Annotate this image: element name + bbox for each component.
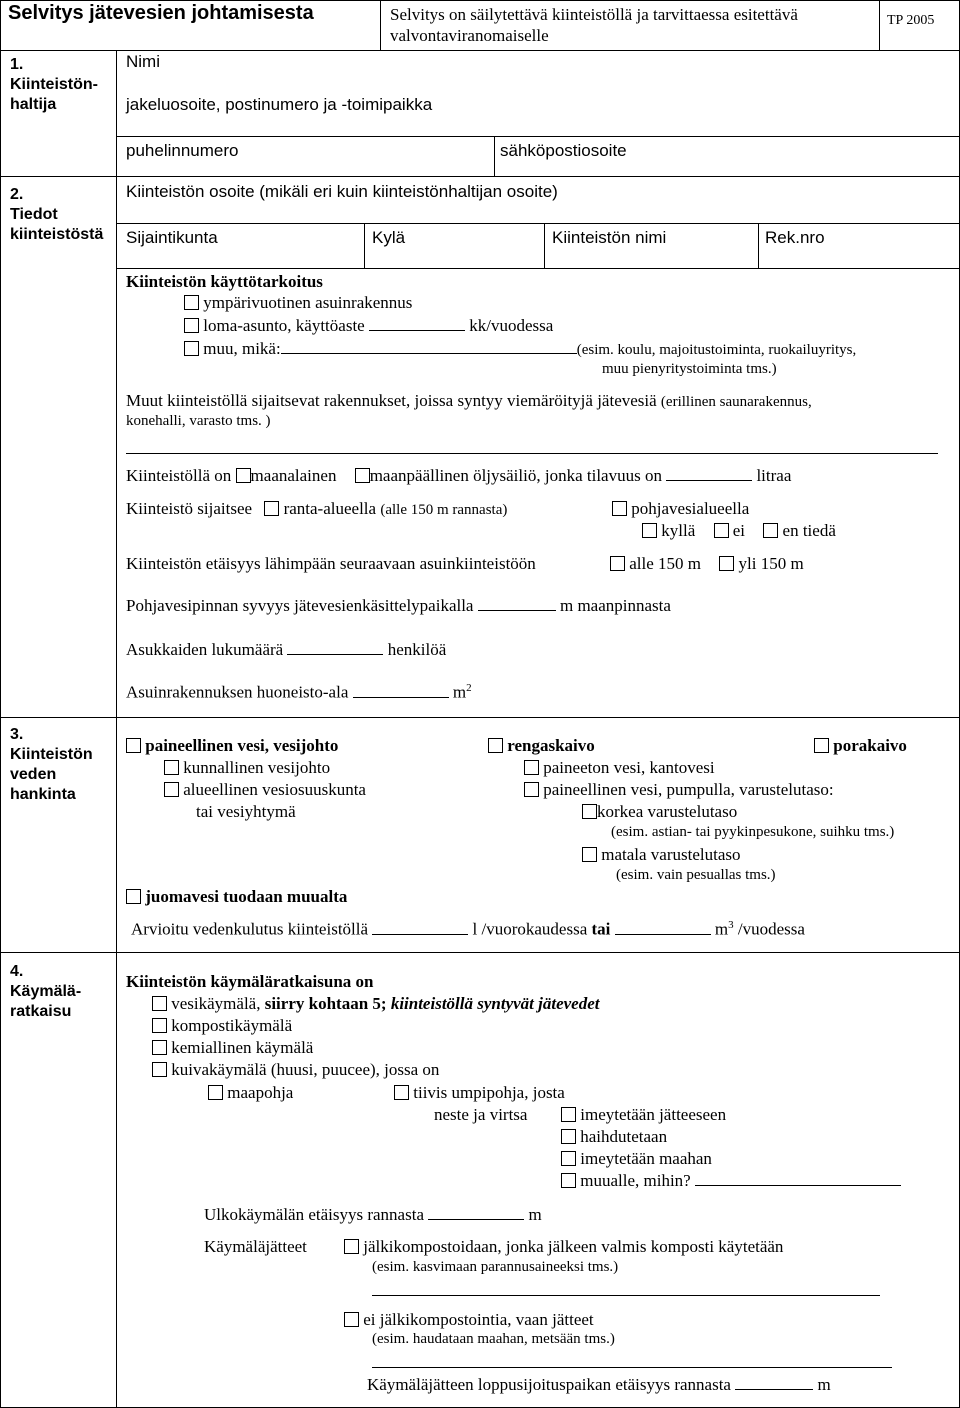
location-prefix: Kiinteistö sijaitsee [126,499,253,518]
soil-floor-row [208,1083,293,1103]
purpose-holiday [184,316,553,336]
gw-depth-unit: m maanpinnasta [559,596,671,615]
distance-prefix: Kiinteistön etäisyys lähimpään seuraavaan asuinkiinteistöön [126,554,536,573]
low-level-label: matala varustelutaso [601,845,741,864]
page-subtitle-line2: valvontaviranomaiselle [390,26,549,45]
ring-well-checkbox[interactable] [488,738,503,753]
outhouse-distance-label: Ulkokäymälän etäisyys rannasta [204,1205,424,1224]
chemical-row [152,1038,313,1058]
pressurized-checkbox[interactable] [126,738,141,753]
high-level-label: korkea varustelutaso [597,802,738,821]
tight-floor-checkbox[interactable] [394,1085,409,1100]
unpressurized-checkbox[interactable] [524,760,539,775]
s1-label-line1: Kiinteistön- [10,76,98,93]
reg-no-label: Rek.nro [765,228,825,247]
s2-line-b [116,268,960,269]
other-buildings-line2: konehalli, varasto tms. ) [126,413,271,429]
municipal-row [164,758,330,778]
distance-row [126,554,536,574]
under-150-label: alle 150 m [629,554,702,573]
pump-checkbox[interactable] [524,782,539,797]
high-level-hint: (esim. astian- tai pyykinpesukone, suihku tms.) [611,824,895,840]
bored-well-label: porakaivo [833,736,907,755]
other-checkbox[interactable] [184,341,199,356]
property-address-label: Kiinteistön osoite (mikäli eri kuin kiinteistönhaltijan osoite) [126,182,558,201]
post-compost-checkbox[interactable] [344,1239,359,1254]
waste-label: Käymäläjätteet [204,1237,307,1256]
unpressurized-label: paineeton vesi, kantovesi [543,758,715,777]
area-row [126,682,472,703]
above-ground-tank-checkbox[interactable] [355,468,370,483]
holiday-unit: kk/vuodessa [469,316,554,335]
no-compost-checkbox[interactable] [344,1312,359,1327]
other-buildings-hint: (erillinen saunarakennus, [660,394,812,410]
s2-div-3 [758,223,759,268]
post-compost-row [344,1237,783,1257]
pump-label: paineellinen vesi, pumpulla, varustelutaso: [543,780,834,799]
underground-tank-label: maanalainen [250,466,337,485]
over-150-checkbox[interactable] [719,556,734,571]
dry-row [152,1060,439,1080]
holiday-label: loma-asunto, käyttöaste [203,316,365,335]
wc-instruction: siirry kohtaan 5; [264,994,387,1013]
final-distance-label: Käymäläjätteen loppusijoituspaikan etäisyys rannasta [367,1375,731,1394]
header-bottom-line [0,50,960,51]
holiday-checkbox[interactable] [184,318,199,333]
form-code: TP 2005 [887,13,935,28]
village-label: Kylä [372,228,406,247]
no-compost-answer-line[interactable] [372,1367,892,1368]
no-compost-hint: (esim. haudataan maahan, metsään tms.) [372,1331,615,1347]
m3-sup: 3 [728,919,734,931]
s1-number: 1. [10,56,24,73]
s4-label-line2: ratkaisu [10,1003,72,1020]
shore-area-hint: (alle 150 m rannasta) [380,502,508,518]
toilet-heading: Kiinteistön käymäläratkaisuna on [126,972,374,991]
dry-toilet-checkbox[interactable] [152,1062,167,1077]
header-divider-2 [879,0,880,50]
border-left [0,0,1,1408]
regional-checkbox[interactable] [164,782,179,797]
high-level-row [582,802,737,822]
elsewhere-label: muualle, mihin? [580,1171,691,1190]
other-buildings-answer-line[interactable] [126,453,938,454]
s2-label-line1: Tiedot [10,206,58,223]
dry-toilet-label: kuivakäymälä (huusi, puucee), jossa on [171,1060,440,1079]
distance-options [610,554,804,574]
groundwater-no-checkbox[interactable] [714,523,729,538]
s1-bottom-line [0,176,960,177]
compost-toilet-checkbox[interactable] [152,1018,167,1033]
area-prefix: Asuinrakennuksen huoneisto-ala [126,682,349,702]
s2-label [10,185,103,245]
other-purpose-field[interactable] [281,339,577,354]
s1-line-a [116,136,960,137]
groundwater-yes-checkbox[interactable] [642,523,657,538]
s1-label-line2: haltija [10,96,57,113]
purpose-heading: Kiinteistön käyttötarkoitus [126,272,323,291]
low-level-checkbox[interactable] [582,847,597,862]
gw-depth-prefix: Pohjavesipinnan syvyys jätevesienkäsittelypaikalla [126,596,474,615]
elsewhere-row [561,1171,901,1191]
area-field[interactable] [353,683,449,698]
other-hint-2: muu pienyritystoiminta tms.) [602,361,777,377]
outhouse-distance-row [204,1205,542,1225]
header-divider-1 [380,0,381,50]
municipality-label: Sijaintikunta [126,228,218,247]
phone-label: puhelinnumero [126,141,239,160]
regional-row [164,780,366,800]
groundwater-label: pohjavesialueella [631,499,750,518]
elsewhere-field[interactable] [695,1171,901,1186]
address-label: jakeluosoite, postinumero ja -toimipaikka [126,95,433,114]
s2-line-a [116,223,960,224]
s3-label-line1: Kiinteistön [10,746,93,763]
pressurized-label: paineellinen vesi, vesijohto [145,736,339,755]
pump-row [524,780,834,800]
s3-label-line2: veden [10,766,57,783]
above-ground-tank-label: maanpäällinen öljysäiliö, jonka tilavuus on [369,466,662,485]
chemical-toilet-checkbox[interactable] [152,1040,167,1055]
wc-label: vesikäymälä, [171,994,261,1013]
s2-label-line2: kiinteistöstä [10,226,104,243]
s3-label-line3: hankinta [10,786,76,803]
gw-depth-field[interactable] [478,596,556,611]
shore-area-checkbox[interactable] [264,501,279,516]
s2-number: 2. [10,186,24,203]
property-name-label: Kiinteistön nimi [552,228,667,247]
consumption-prefix: Arvioitu vedenkulutus kiinteistöllä [131,919,369,939]
groundwater-no-label: ei [732,521,746,540]
s2-div-2 [544,223,545,268]
wc-instruction-target: kiinteistöllä syntyvät jätevedet [390,994,600,1013]
chemical-toilet-label: kemiallinen käymälä [171,1038,314,1057]
groundwater-options [642,521,836,541]
consumption-per-day-field[interactable] [372,920,468,935]
bored-well-checkbox[interactable] [814,738,829,753]
outhouse-distance-field[interactable] [428,1205,524,1220]
regional-label: alueellinen vesiosuuskunta [183,780,366,799]
m3-unit: m [714,919,729,939]
final-distance-row [367,1375,831,1395]
evaporate-label: haihdutetaan [580,1127,668,1146]
bored-well-row [814,736,907,756]
residential-label: ympärivuotinen asuinrakennus [203,293,413,312]
post-compost-hint: (esim. kasvimaan parannusaineeksi tms.) [372,1259,619,1275]
soil-floor-label: maapohja [227,1083,294,1102]
border-top [0,0,960,1]
consumption-per-year-field[interactable] [615,920,711,935]
ring-well-label: rengaskaivo [507,736,595,755]
municipal-checkbox[interactable] [164,760,179,775]
over-150-label: yli 150 m [738,554,804,573]
absorb-ground-row [561,1149,712,1169]
consumption-row [131,919,805,940]
absorb-waste-checkbox[interactable] [561,1107,576,1122]
imported-water-checkbox[interactable] [126,889,141,904]
s3-label [10,725,93,805]
s3-number: 3. [10,726,24,743]
regional-label-2: tai vesiyhtymä [196,802,296,821]
residents-prefix: Asukkaiden lukumäärä [126,640,284,659]
no-compost-row [344,1310,594,1330]
absorb-waste-row [561,1105,726,1125]
ring-well-row [488,736,595,756]
other-buildings-line1 [126,391,812,411]
holiday-usage-field[interactable] [369,316,465,331]
other-hint-1: (esim. koulu, majoitustoiminta, ruokailuyritys, [576,342,857,358]
other-buildings-text: Muut kiinteistöllä sijaitsevat rakennukset, joissa syntyy viemäröityjä jätevesiä [126,391,657,410]
tight-floor-label: tiivis umpipohja, josta [413,1083,565,1102]
imported-row [126,887,347,907]
groundwater-yes-label: kyllä [661,521,696,540]
or-label: tai [591,919,611,939]
page-title: Selvitys jätevesien johtamisesta [8,2,314,24]
compost-toilet-label: kompostikäymälä [171,1016,293,1035]
email-label: sähköpostiosoite [500,141,627,160]
groundwater-unknown-label: en tiedä [782,521,836,540]
pressurized-row [126,736,338,756]
absorb-ground-label: imeytetään maahan [580,1149,712,1168]
absorb-waste-label: imeytetään jätteeseen [580,1105,727,1124]
s4-label-line1: Käymälä- [10,983,82,1000]
post-compost-label: jälkikompostoidaan, jonka jälkeen valmis komposti käytetään [363,1237,784,1256]
groundwater-row [612,499,749,519]
page-subtitle-line1: Selvitys on säilytettävä kiinteistöllä ja tarvittaessa esitettävä [390,5,798,24]
area-unit-sup: 2 [466,682,472,694]
under-150-checkbox[interactable] [610,556,625,571]
s3-bottom-line [0,952,960,953]
final-distance-field[interactable] [735,1375,813,1390]
per-day-unit: l /vuorokaudessa [472,919,588,939]
residential-checkbox[interactable] [184,295,199,310]
evaporate-row [561,1127,667,1147]
evaporate-checkbox[interactable] [561,1129,576,1144]
gw-depth-row [126,596,671,616]
imported-water-label: juomavesi tuodaan muualta [145,887,348,906]
residents-row [126,640,446,660]
wc-row [152,994,600,1014]
residents-unit: henkilöä [387,640,447,659]
elsewhere-checkbox[interactable] [561,1173,576,1188]
area-unit: m [452,682,467,702]
s1-label [10,55,98,115]
post-compost-answer-line[interactable] [372,1295,880,1296]
low-level-hint: (esim. vain pesuallas tms.) [616,867,776,883]
municipal-label: kunnallinen vesijohto [183,758,331,777]
shore-area-label: ranta-alueella [283,499,377,518]
final-distance-unit: m [817,1375,831,1394]
other-label: muu, mikä: [203,339,281,358]
absorb-ground-checkbox[interactable] [561,1151,576,1166]
s1-phone-email-divider [494,136,495,176]
low-level-row [582,845,741,865]
s2-bottom-line [0,717,960,718]
groundwater-checkbox[interactable] [612,501,627,516]
purpose-residential [184,293,412,313]
tight-floor-row [394,1083,565,1103]
outhouse-distance-unit: m [528,1205,542,1224]
s4-label [10,962,81,1022]
s2-div-1 [364,223,365,268]
groundwater-unknown-checkbox[interactable] [763,523,778,538]
underground-tank-checkbox[interactable] [236,468,251,483]
liquid-flow-label: neste ja virtsa [434,1105,528,1124]
compost-row [152,1016,292,1036]
section-column-divider [116,50,117,1408]
residents-field[interactable] [287,640,383,655]
soil-floor-checkbox[interactable] [208,1085,223,1100]
high-level-checkbox[interactable] [582,804,597,819]
tank-volume-field[interactable] [666,466,752,481]
no-compost-label: ei jälkikompostointia, vaan jätteet [363,1310,594,1329]
tank-row [126,466,791,486]
name-label: Nimi [126,52,160,71]
per-year-unit: /vuodessa [737,919,805,939]
purpose-other [184,339,856,359]
location-row [126,499,507,519]
unpressurized-row [524,758,715,778]
s4-number: 4. [10,963,24,980]
wc-checkbox[interactable] [152,996,167,1011]
tank-unit: litraa [756,466,792,485]
tank-prefix: Kiinteistöllä on [126,466,232,485]
